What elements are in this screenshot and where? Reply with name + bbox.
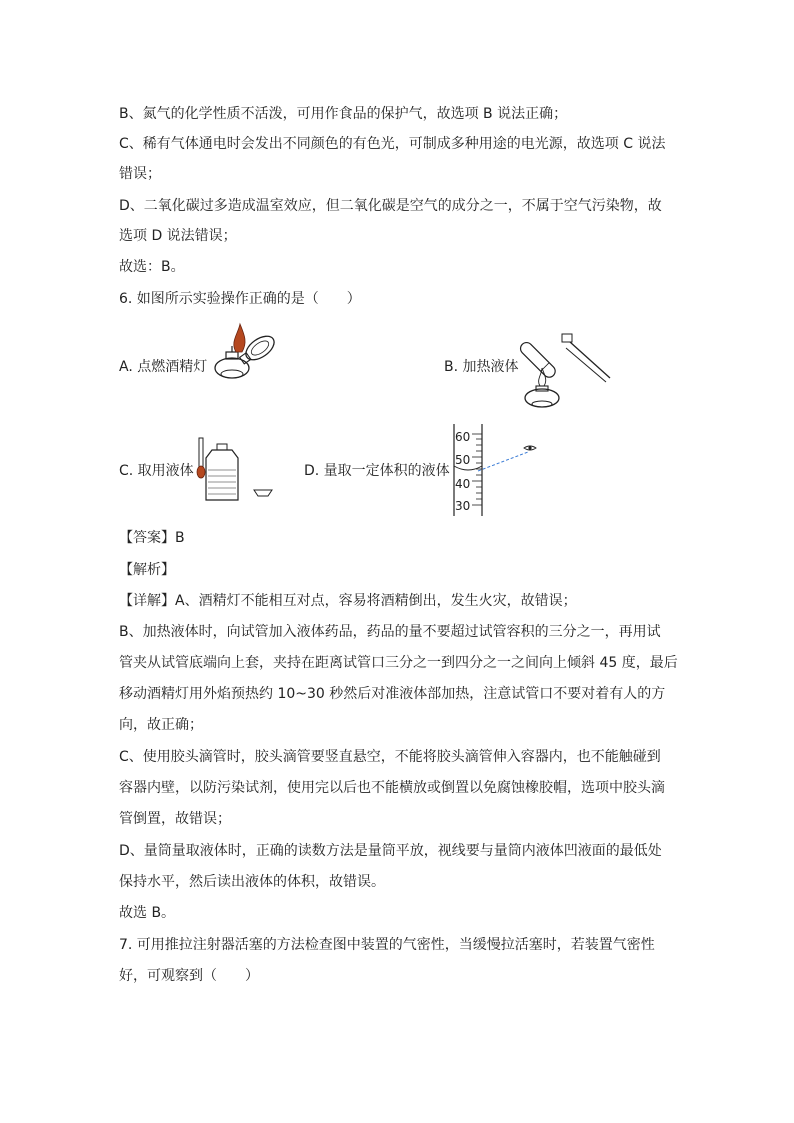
question-7-line: 好，可观察到（ ） xyxy=(119,968,259,984)
cylinder-tick-50: 50 xyxy=(455,453,471,467)
paragraph-line: 选项 D 说法错误； xyxy=(119,228,237,244)
question-6-stem: 6. 如图所示实验操作正确的是（ ） xyxy=(119,291,361,307)
analysis-line: C、使用胶头滴管时，胶头滴管要竖直悬空，不能将胶头滴管伸入容器内，也不能触碰到 xyxy=(119,749,661,765)
analysis-line: 移动酒精灯用外焰预热约 10~30 秒然后对准液体部加热，注意试管口不要对着有人的方 xyxy=(119,686,666,702)
analysis-line: 管夹从试管底端向上套，夹持在距离试管口三分之一到四分之一之间向上倾斜 45 度，最后 xyxy=(119,655,678,671)
option-a-label: A. 点燃酒精灯 xyxy=(119,359,208,375)
analysis-line: 故选 B。 xyxy=(119,905,176,921)
alcohol-lamp-figure xyxy=(208,322,300,384)
cylinder-tick-60: 60 xyxy=(455,430,471,444)
question-7-line: 7. 可用推拉注射器活塞的方法检查图中装置的气密性，当缓慢拉活塞时，若装置气密性 xyxy=(119,937,655,953)
paragraph-line: C、稀有气体通电时会发出不同颜色的有色光，可制成多种用途的电光源，故选项 C 说法 xyxy=(119,136,666,152)
analysis-line: 【详解】A、酒精灯不能相互对点，容易将酒精倒出，发生火灾，故错误； xyxy=(119,593,577,609)
analysis-title: 【解析】 xyxy=(119,562,175,578)
cylinder-tick-30: 30 xyxy=(455,499,471,513)
analysis-line: 保持水平，然后读出液体的体积，故错误。 xyxy=(119,874,385,890)
cylinder-tick-40: 40 xyxy=(455,477,471,491)
analysis-line: B、加热液体时，向试管加入液体药品，药品的量不要超过试管容积的三分之一，再用试 xyxy=(119,624,661,640)
answer: 【答案】B xyxy=(119,530,185,546)
option-b-label: B. 加热液体 xyxy=(444,359,519,375)
dropper-figure xyxy=(194,436,276,504)
heating-liquid-figure xyxy=(516,318,614,410)
analysis-line: 容器内壁，以防污染试剂，使用完以后也不能横放或倒置以免腐蚀橡胶帽，选项中胶头滴 xyxy=(119,780,665,796)
paragraph-line: D、二氧化碳过多造成温室效应，但二氧化碳是空气的成分之一，不属于空气污染物，故 xyxy=(119,198,662,214)
option-d-label: D. 量取一定体积的液体 xyxy=(304,463,450,479)
analysis-line: 管倒置，故错误； xyxy=(119,811,231,827)
analysis-line: D、量筒量取液体时，正确的读数方法是量筒平放，视线要与量筒内液体凹液面的最低处 xyxy=(119,843,662,859)
paragraph-line: 错误； xyxy=(119,166,161,182)
analysis-line: 向，故正确； xyxy=(119,717,203,733)
option-c-label: C. 取用液体 xyxy=(119,463,194,479)
paragraph-line: B、氮气的化学性质不活泼，可用作食品的保护气，故选项 B 说法正确； xyxy=(119,106,568,122)
paragraph-line: 故选：B。 xyxy=(119,259,185,275)
